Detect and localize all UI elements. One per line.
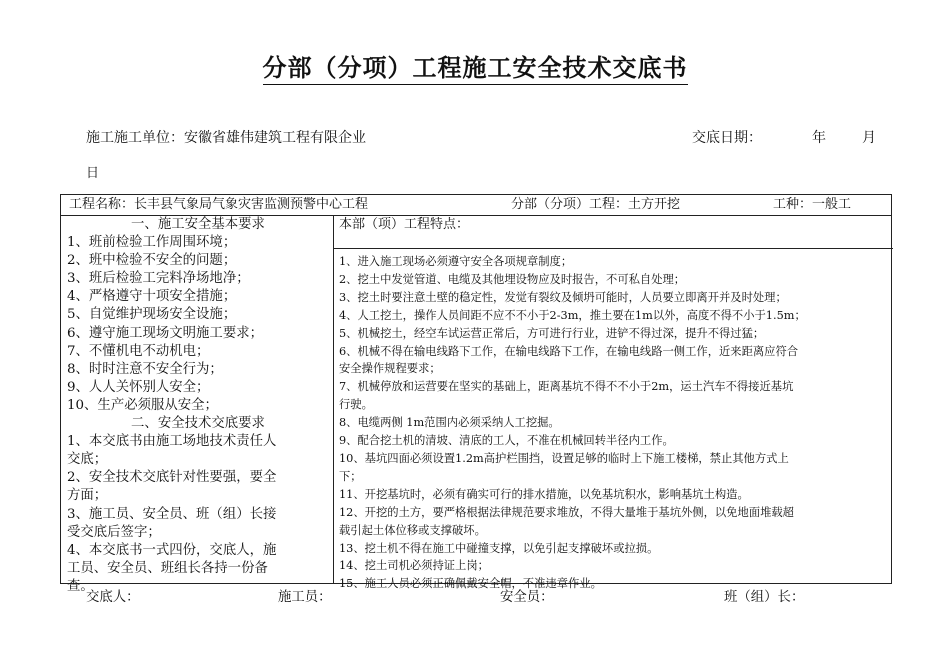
list-line: 安全操作规程要求； xyxy=(339,362,441,376)
list-item: 3、班后检验工完料净场地净； xyxy=(67,271,250,287)
features-label: 本部（项）工程特点： xyxy=(339,217,470,232)
list-line: 7、机械停放和运营要在坚实的基础上，距离基坑不得不不小于2m，运土汽车不得接近基坑 xyxy=(339,380,794,394)
briefing-date xyxy=(692,127,876,147)
list-item: 10、生产必须服从安全； xyxy=(67,397,218,413)
list-line: 9、配合挖土机的清坡、清底的工人，不准在机械回转半径内工作。 xyxy=(339,434,674,448)
briefing-table xyxy=(60,194,892,594)
features-column xyxy=(339,216,889,593)
list-item: 4、严格遵守十项安全措施； xyxy=(67,289,237,305)
list-line: 下； xyxy=(339,469,362,483)
list-item: 9、人人关怀别人安全； xyxy=(67,379,210,395)
team-leader-signature: 班（组）长： xyxy=(724,590,805,605)
list-line: 4、人工挖土，操作人员间距不应不不小于2-3m，推土要在1m以外，高度不得不小于1.5m； xyxy=(339,308,806,322)
features-divider xyxy=(333,234,893,249)
list-line: 行驶。 xyxy=(339,398,373,412)
list-line: 10、基坑四面必须设置1.2m高护栏围挡，设置足够的临时上下施工楼梯，禁止其他方式上 xyxy=(339,451,789,465)
list-line: 6、机械不得在输电线路下工作，在输电线路下工作，在输电线路一侧工作，近来距离应符合 xyxy=(339,344,799,358)
safety-measures-list xyxy=(339,253,889,593)
constructor-signature: 施工员： xyxy=(278,590,332,605)
list-item: 2、班中检验不安全的问题； xyxy=(67,253,237,269)
list-line: 2、安全技术交底针对性要强，要全 xyxy=(67,470,277,486)
list-line: 3、挖土时要注意土壁的稳定性，发觉有裂纹及倾坍可能时，人员要立即离开并及时处理； xyxy=(339,290,787,304)
project-name: 工程名称：长丰县气象局气象灾害监测预警中心工程 xyxy=(69,197,369,212)
list-line: 11、开挖基坑时，必须有确实可行的排水措施，以免基坑积水，影响基坑土构造。 xyxy=(339,487,749,501)
list-line: 8、电缆两侧 1m范围内必须采纳人工挖掘。 xyxy=(339,416,560,430)
list-line: 3、施工员、安全员、班（组）长接 xyxy=(67,506,277,522)
list-line: 载引起土体位移或支撑破坏。 xyxy=(339,523,486,537)
list-line: 5、机械挖土，经空车试运营正常后，方可进行行业，进铲不得过深，提升不得过猛； xyxy=(339,326,765,340)
trade-name: 工种：一般工 xyxy=(773,197,852,212)
subproject-name: 分部（分项）工程：土方开挖 xyxy=(511,197,681,212)
list-line: 查。 xyxy=(67,578,94,594)
list-line: 2、挖土中发觉管道、电缆及其他埋设物应及时报告，不可私自处理； xyxy=(339,272,686,286)
briefer-signature: 交底人： xyxy=(86,590,140,605)
list-line: 1、进入施工现场必须遵守安全各项规章制度； xyxy=(339,255,573,268)
section-1-title: 一、施工安全基本要求 xyxy=(131,217,265,232)
table-header-row xyxy=(61,195,891,216)
date-day: 日 xyxy=(86,166,100,181)
document-title: 分部（分项）工程施工安全技术交底书 xyxy=(0,48,950,83)
date-year: 年 xyxy=(812,130,826,146)
construction-unit: 施工施工单位：安徽省雄伟建筑工程有限企业 xyxy=(86,130,366,146)
list-line: 12、开挖的土方，要严格根据法律规范要求堆放，不得大量堆于基坑外侧，以免地面堆载超 xyxy=(339,505,794,519)
safety-officer-signature: 安全员： xyxy=(500,590,554,605)
list-line: 15、施工人员必须正确佩戴安全帽，不准违章作业。 xyxy=(339,577,602,591)
list-line: 1、本交底书由施工场地技术责任人 xyxy=(67,434,277,450)
list-line: 工员、安全员、班组长各持一份备 xyxy=(67,560,268,576)
list-line: 受交底后签字； xyxy=(67,524,161,540)
list-line: 14、挖土司机必须持证上岗； xyxy=(339,559,489,573)
date-label: 交底日期： xyxy=(692,130,762,146)
list-line: 交底； xyxy=(67,452,108,468)
list-item: 8、时时注意不安全行为； xyxy=(67,361,223,377)
date-month: 月 xyxy=(862,130,876,146)
column-divider xyxy=(333,215,334,584)
list-item: 5、自觉维护现场安全设施； xyxy=(67,307,237,323)
list-item: 7、不懂机电不动机电； xyxy=(67,343,210,359)
list-item: 6、遵守施工现场文明施工要求； xyxy=(67,325,263,341)
section-2-title: 二、安全技术交底要求 xyxy=(131,416,265,432)
list-line: 13、挖土机不得在施工中碰撞支撑，以免引起支撑破坏或拉损。 xyxy=(339,541,659,555)
list-item: 1、班前检验工作周围环境； xyxy=(67,235,237,251)
requirements-column xyxy=(67,216,329,596)
list-line: 4、本交底书一式四份，交底人，施 xyxy=(67,542,277,558)
list-line: 方面； xyxy=(67,488,108,504)
